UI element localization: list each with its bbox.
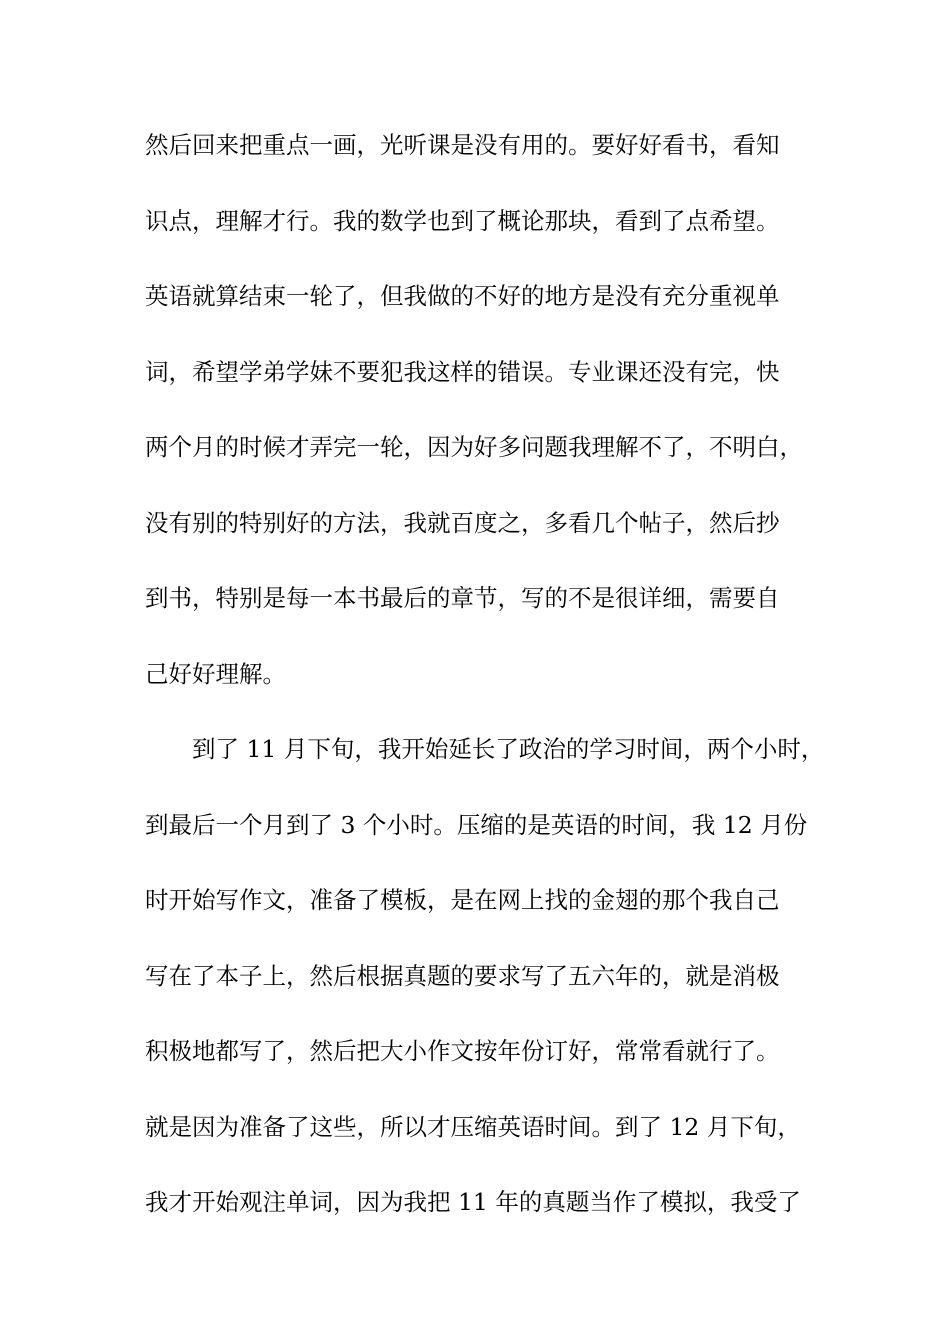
text-line: 然后回来把重点一画，光听课是没有用的。要好好看书，看知: [145, 131, 780, 159]
text-line: 到书，特别是每一本书最后的章节，写的不是很详细，需要自: [145, 584, 780, 612]
text-line: 两个月的时候才弄完一轮，因为好多问题我理解不了，不明白，: [145, 433, 803, 461]
text-line: 词，希望学弟学妹不要犯我这样的错误。专业课还没有完，快: [145, 357, 780, 386]
text-line: 英语就算结束一轮了，但我做的不好的地方是没有充分重视单: [145, 282, 780, 310]
text-line: 识点，理解才行。我的数学也到了概论那块，看到了点希望。: [145, 206, 780, 235]
text-line: 到最后一个月到了 3 个小时。压缩的是英语的时间，我 12 月份: [145, 810, 808, 839]
text-line: 积极地都写了，然后把大小作文按年份订好，常常看就行了。: [145, 1037, 780, 1065]
text-line: 己好好理解。: [145, 659, 286, 688]
text-line: 我才开始观注单词，因为我把 11 年的真题当作了模拟，我受了: [145, 1188, 801, 1216]
text-line: 写在了本子上，然后根据真题的要求写了五六年的，就是消极: [145, 961, 780, 990]
text-line: 就是因为准备了这些，所以才压缩英语时间。到了 12 月下旬，: [145, 1112, 801, 1141]
text-line: 没有别的特别好的方法，我就百度之，多看几个帖子，然后抄: [145, 508, 780, 537]
text-line: 时开始写作文，准备了模板，是在网上找的金翅的那个我自己: [145, 886, 780, 914]
text-line: 到了 11 月下旬，我开始延长了政治的学习时间，两个小时，: [145, 735, 825, 763]
